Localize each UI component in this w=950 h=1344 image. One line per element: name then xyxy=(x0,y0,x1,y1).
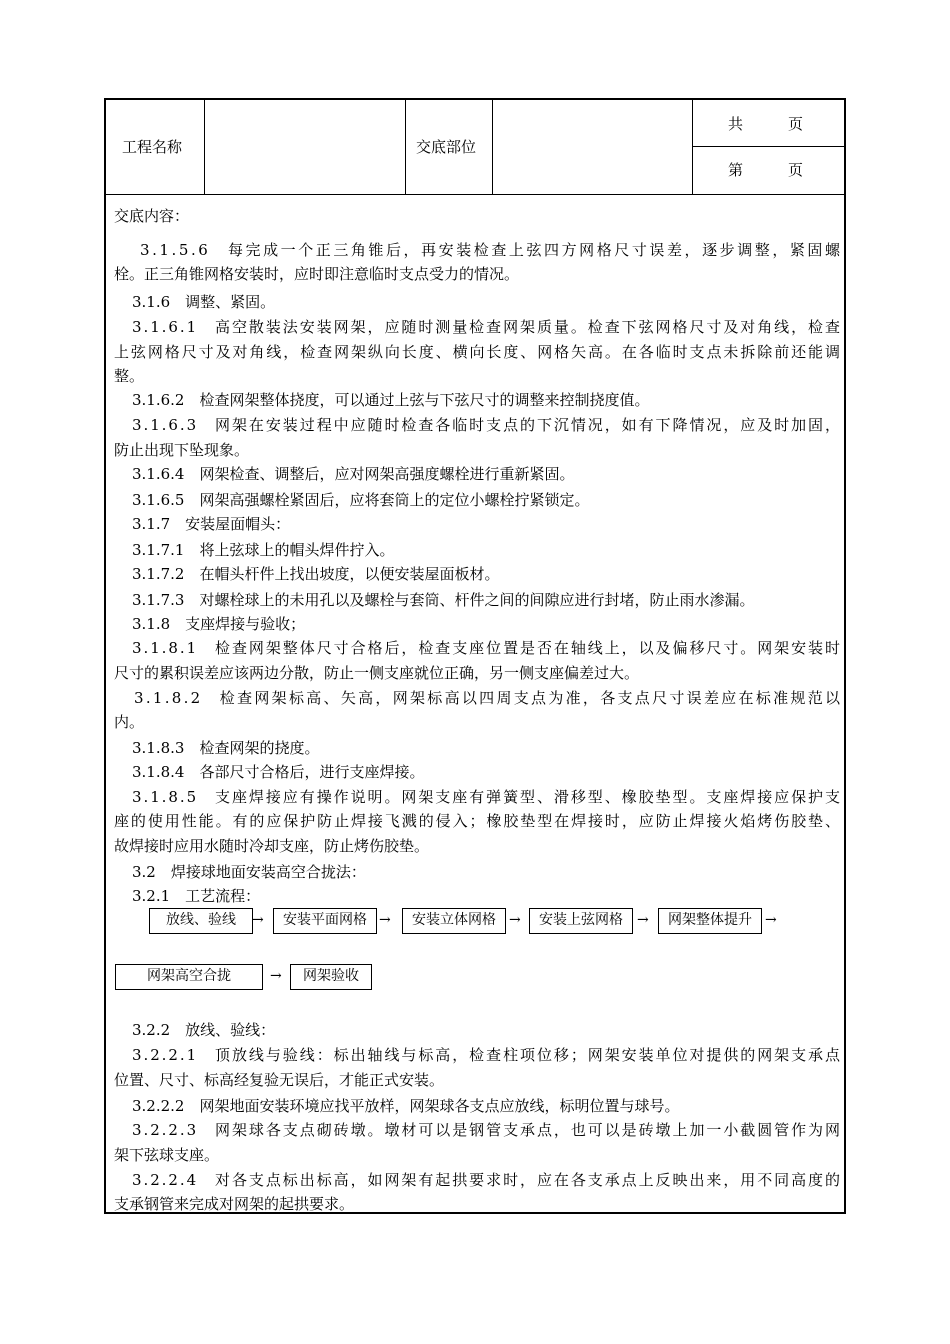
content-line: 3.2.1 工艺流程： xyxy=(132,887,261,905)
divider xyxy=(204,100,205,194)
total-pages: 共 页 xyxy=(728,115,804,133)
divider xyxy=(405,100,406,194)
process-step-box: 网架整体提升 xyxy=(658,908,762,934)
content-line: 整。 xyxy=(114,367,145,385)
content-line: 故焊接时应用水随时冷却支座，防止烤伤胶垫。 xyxy=(114,837,430,855)
content-line: 3.1.8 支座焊接与验收； xyxy=(132,615,306,633)
content-label: 交底内容： xyxy=(114,207,190,225)
divider xyxy=(492,100,493,194)
content-line: 3.1.6.5 网架高强螺栓紧固后，应将套筒上的定位小螺栓拧紧锁定。 xyxy=(132,491,590,509)
process-step-box: 网架高空合拢 xyxy=(115,964,263,990)
content-line: 3.1.7.3 对螺栓球上的未用孔以及螺栓与套筒、杆件之间的间隙应进行封堵，防止雨水渗漏。 xyxy=(132,591,755,609)
content-line: 3.1.8.1 检查网架整体尺寸合格后，检查支座位置是否在轴线上，以及偏移尺寸。网架安装时 xyxy=(132,639,842,657)
process-step-box: 安装上弦网格 xyxy=(529,908,633,934)
content-line: 架下弦球支座。 xyxy=(114,1146,220,1164)
flow-arrow-icon: → xyxy=(637,912,649,928)
project-name-label: 工程名称 xyxy=(122,138,183,156)
content-line: 3.1.6.2 检查网架整体挠度，可以通过上弦与下弦尺寸的调整来控制挠度值。 xyxy=(132,391,650,409)
divider xyxy=(692,146,844,147)
process-step-box: 安装平面网格 xyxy=(273,908,377,934)
header-table xyxy=(106,100,844,195)
content-line: 3.2 焊接球地面安装高空合拢法： xyxy=(132,863,366,881)
content-line: 3.1.8.5 支座焊接应有操作说明。网架支座有弹簧型、滑移型、橡胶垫型。支座焊接应保护支 xyxy=(132,788,842,806)
content-line: 3.1.8.2 检查网架标高、矢高，网架标高以四周支点为准，各支点尺寸误差应在标准规范以 xyxy=(134,689,843,707)
content-line: 内。 xyxy=(114,713,145,731)
content-line: 上弦网格尺寸及对角线，检查网架纵向长度、横向长度、网格矢高。在各临时支点未拆除前还能调 xyxy=(114,343,842,361)
content-line: 尺寸的累积误差应该两边分散，防止一侧支座就位正确，另一侧支座偏差过大。 xyxy=(114,664,640,682)
content-line: 位置、尺寸、标高经复验无误后，才能正式安装。 xyxy=(114,1071,445,1089)
flow-arrow-icon: → xyxy=(509,912,521,928)
content-line: 3.2.2.3 网架球各支点砌砖墩。墩材可以是钢管支承点，也可以是砖墩上加一小截圆管作为网 xyxy=(132,1121,842,1139)
content-line: 防止出现下坠现象。 xyxy=(114,441,250,459)
divider xyxy=(692,100,693,194)
process-step-box: 放线、验线 xyxy=(149,908,253,934)
content-line: 座的使用性能。有的应保护防止焊接飞溅的侵入；橡胶垫型在焊接时，应防止焊接火焰烤伤胶垫、 xyxy=(114,812,842,830)
flow-arrow-icon: → xyxy=(765,912,777,928)
content-line: 3.1.6.1 高空散装法安装网架，应随时测量检查网架质量。检查下弦网格尺寸及对角线，检查 xyxy=(132,318,842,336)
content-line: 3.1.7 安装屋面帽头： xyxy=(132,515,291,533)
location-label: 交底部位 xyxy=(416,138,477,156)
content-line: 3.1.5.6 每完成一个正三角锥后，再安装检查上弦四方网格尺寸误差，逐步调整，紧固螺 xyxy=(140,241,843,259)
process-step-box: 网架验收 xyxy=(290,964,372,990)
content-line: 3.1.6 调整、紧固。 xyxy=(132,293,276,311)
content-line: 3.1.8.3 检查网架的挠度。 xyxy=(132,739,320,757)
content-line: 3.1.6.4 网架检查、调整后，应对网架高强度螺栓进行重新紧固。 xyxy=(132,465,575,483)
content-line: 3.2.2.4 对各支点标出标高，如网架有起拱要求时，应在各支承点上反映出来，用不同高度的 xyxy=(132,1171,842,1189)
content-line: 3.2.2.2 网架地面安装环境应找平放样，网架球各支点应放线，标明位置与球号。 xyxy=(132,1097,680,1115)
flow-arrow-icon: → xyxy=(379,912,391,928)
content-line: 3.1.7.1 将上弦球上的帽头焊件拧入。 xyxy=(132,541,395,559)
content-line: 3.1.7.2 在帽头杆件上找出坡度，以便安装屋面板材。 xyxy=(132,565,500,583)
disclosure-form xyxy=(104,98,846,1214)
content-line: 栓。正三角锥网格安装时，应时即注意临时支点受力的情况。 xyxy=(114,265,520,283)
page-number: 第 页 xyxy=(728,161,804,179)
content-line: 3.2.2 放线、验线： xyxy=(132,1021,276,1039)
content-line: 支承钢管来完成对网架的起拱要求。 xyxy=(114,1195,355,1213)
content-line: 3.1.6.3 网架在安装过程中应随时检查各临时支点的下沉情况，如有下降情况，应及时加固， xyxy=(132,416,842,434)
content-line: 3.2.2.1 顶放线与验线：标出轴线与标高，检查柱项位移；网架安装单位对提供的网架支承点 xyxy=(132,1046,842,1064)
flow-arrow-icon: → xyxy=(270,968,282,984)
process-step-box: 安装立体网格 xyxy=(402,908,506,934)
flow-arrow-icon: → xyxy=(252,912,264,928)
content-line: 3.1.8.4 各部尺寸合格后，进行支座焊接。 xyxy=(132,763,425,781)
